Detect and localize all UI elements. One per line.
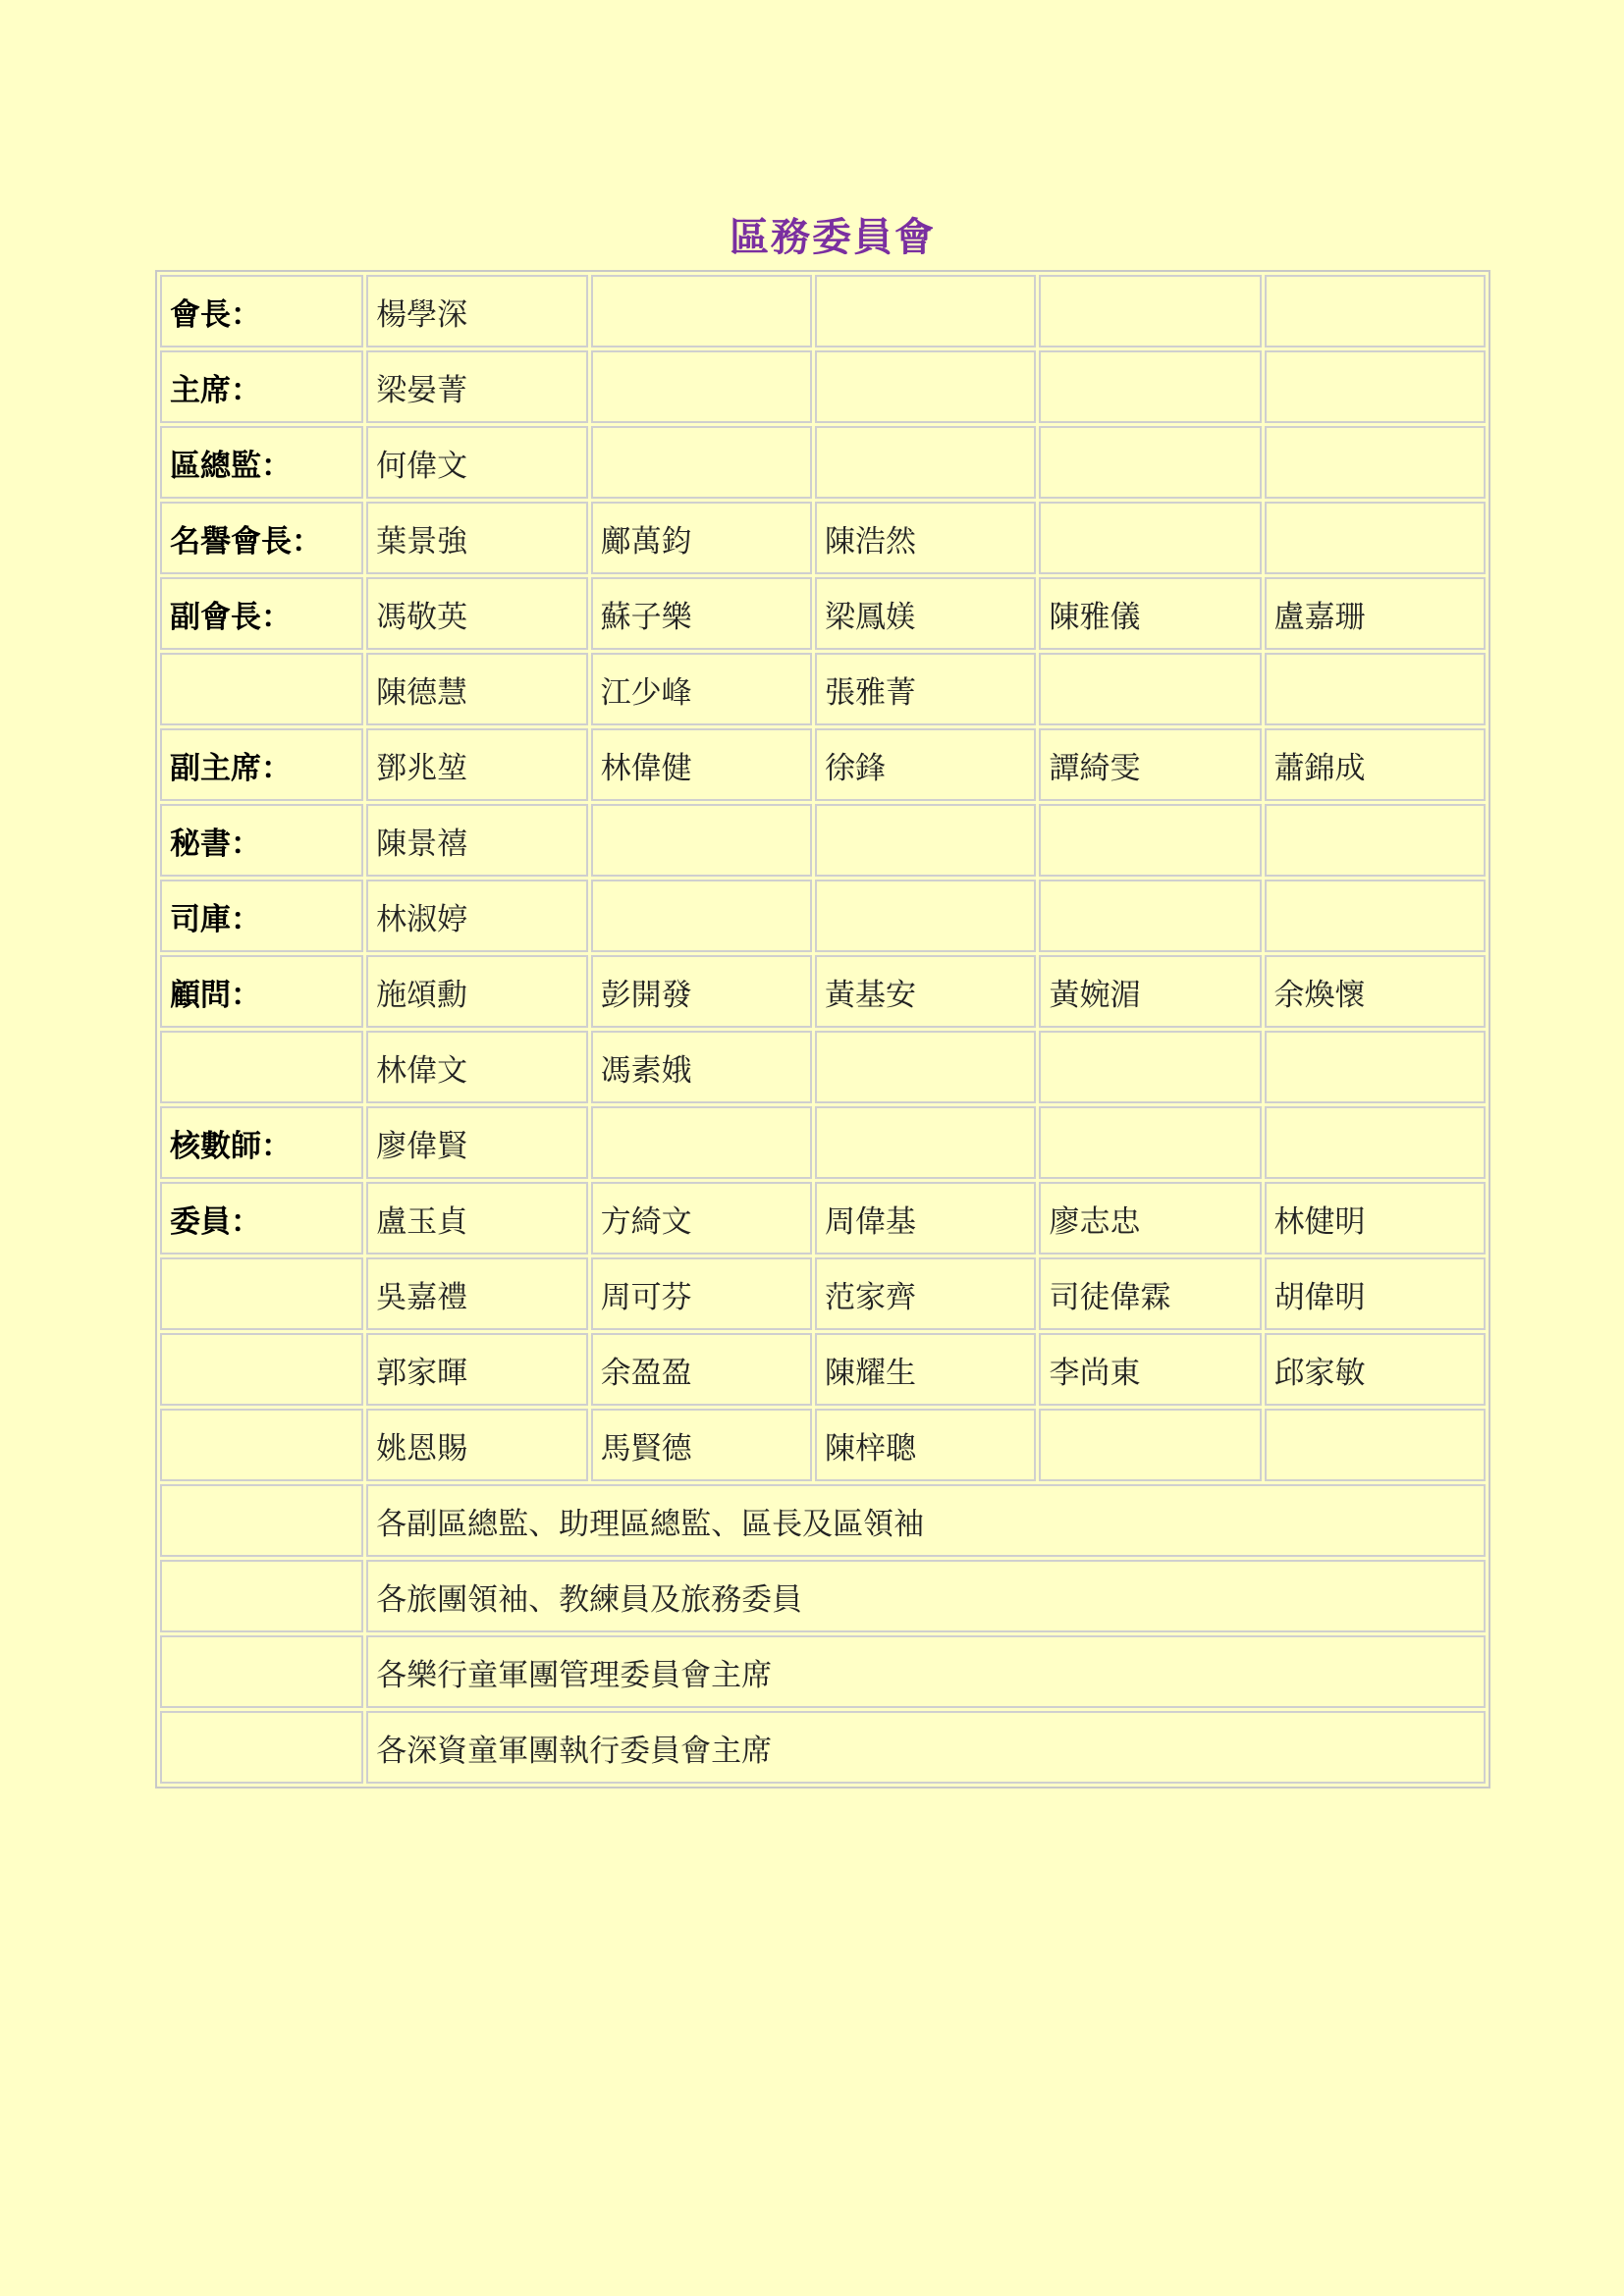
member-name: 葉景強 bbox=[366, 502, 587, 574]
member-name bbox=[815, 275, 1036, 347]
member-name bbox=[1265, 275, 1486, 347]
role-label: 區總監： bbox=[160, 426, 363, 499]
member-name: 何偉文 bbox=[366, 426, 587, 499]
member-name bbox=[1265, 1409, 1486, 1481]
member-name: 蕭錦成 bbox=[1265, 728, 1486, 801]
committee-row bbox=[160, 1031, 1486, 1103]
role-label: 名譽會長： bbox=[160, 502, 363, 574]
role-label: 秘書： bbox=[160, 804, 363, 877]
member-name bbox=[1265, 350, 1486, 423]
member-name: 施頌勳 bbox=[366, 955, 587, 1028]
member-name: 胡偉明 bbox=[1265, 1257, 1486, 1330]
committee-row bbox=[160, 350, 1486, 423]
role-label: 主席： bbox=[160, 350, 363, 423]
note-role-empty bbox=[160, 1560, 363, 1632]
committee-row bbox=[160, 577, 1486, 650]
member-name: 余煥懷 bbox=[1265, 955, 1486, 1028]
member-name: 蘇子樂 bbox=[591, 577, 812, 650]
member-name: 黃基安 bbox=[815, 955, 1036, 1028]
member-name: 方綺文 bbox=[591, 1182, 812, 1255]
member-name: 林淑婷 bbox=[366, 880, 587, 952]
member-name: 范家齊 bbox=[815, 1257, 1036, 1330]
member-name: 周偉基 bbox=[815, 1182, 1036, 1255]
member-name: 馮敬英 bbox=[366, 577, 587, 650]
committee-row bbox=[160, 955, 1486, 1028]
member-name bbox=[591, 880, 812, 952]
member-name: 陳景禧 bbox=[366, 804, 587, 877]
member-name: 梁晏菁 bbox=[366, 350, 587, 423]
member-name: 吳嘉禮 bbox=[366, 1257, 587, 1330]
member-name: 陳浩然 bbox=[815, 502, 1036, 574]
member-name bbox=[1265, 1031, 1486, 1103]
member-name bbox=[1039, 350, 1261, 423]
member-name: 余盈盈 bbox=[591, 1333, 812, 1406]
member-name: 林偉文 bbox=[366, 1031, 587, 1103]
member-name bbox=[1039, 804, 1261, 877]
member-name bbox=[1039, 1031, 1261, 1103]
member-name: 徐鋒 bbox=[815, 728, 1036, 801]
committee-row bbox=[160, 1182, 1486, 1255]
committee-row bbox=[160, 275, 1486, 347]
member-name bbox=[1039, 1409, 1261, 1481]
committee-row bbox=[160, 1333, 1486, 1406]
note-row bbox=[160, 1560, 1486, 1632]
member-name bbox=[591, 275, 812, 347]
member-name: 盧玉貞 bbox=[366, 1182, 587, 1255]
member-name bbox=[815, 880, 1036, 952]
member-name: 司徒偉霖 bbox=[1039, 1257, 1261, 1330]
member-name bbox=[591, 804, 812, 877]
note-text: 各旅團領袖、教練員及旅務委員 bbox=[366, 1560, 1486, 1632]
page-title: 區務委員會 bbox=[730, 215, 936, 260]
role-label: 核數師： bbox=[160, 1106, 363, 1179]
note-text: 各副區總監、助理區總監、區長及區領袖 bbox=[366, 1484, 1486, 1557]
member-name: 彭開發 bbox=[591, 955, 812, 1028]
role-label bbox=[160, 1409, 363, 1481]
note-role-empty bbox=[160, 1711, 363, 1784]
member-name bbox=[1039, 1106, 1261, 1179]
member-name: 江少峰 bbox=[591, 653, 812, 725]
role-label: 會長： bbox=[160, 275, 363, 347]
committee-table bbox=[155, 270, 1490, 1789]
role-label: 副會長： bbox=[160, 577, 363, 650]
role-label bbox=[160, 653, 363, 725]
member-name: 郭家暉 bbox=[366, 1333, 587, 1406]
member-name: 盧嘉珊 bbox=[1265, 577, 1486, 650]
committee-row bbox=[160, 653, 1486, 725]
member-name bbox=[1039, 502, 1261, 574]
member-name bbox=[1265, 426, 1486, 499]
member-name bbox=[591, 1106, 812, 1179]
member-name: 林偉健 bbox=[591, 728, 812, 801]
member-name bbox=[815, 804, 1036, 877]
committee-row bbox=[160, 1257, 1486, 1330]
note-text: 各深資童軍團執行委員會主席 bbox=[366, 1711, 1486, 1784]
role-label bbox=[160, 1333, 363, 1406]
member-name: 邱家敏 bbox=[1265, 1333, 1486, 1406]
committee-row bbox=[160, 502, 1486, 574]
member-name: 楊學深 bbox=[366, 275, 587, 347]
member-name bbox=[1265, 502, 1486, 574]
member-name: 林健明 bbox=[1265, 1182, 1486, 1255]
role-label bbox=[160, 1257, 363, 1330]
member-name: 馬賢德 bbox=[591, 1409, 812, 1481]
committee-row bbox=[160, 1409, 1486, 1481]
member-name: 梁鳳媄 bbox=[815, 577, 1036, 650]
role-label: 顧問： bbox=[160, 955, 363, 1028]
role-label: 副主席： bbox=[160, 728, 363, 801]
member-name: 廖志忠 bbox=[1039, 1182, 1261, 1255]
role-label: 司庫： bbox=[160, 880, 363, 952]
member-name bbox=[1265, 880, 1486, 952]
member-name: 黃婉湄 bbox=[1039, 955, 1261, 1028]
member-name: 馮素娥 bbox=[591, 1031, 812, 1103]
member-name bbox=[1265, 1106, 1486, 1179]
member-name bbox=[1039, 653, 1261, 725]
member-name bbox=[815, 1031, 1036, 1103]
note-row bbox=[160, 1635, 1486, 1708]
member-name: 張雅菁 bbox=[815, 653, 1036, 725]
member-name: 陳雅儀 bbox=[1039, 577, 1261, 650]
member-name: 譚綺雯 bbox=[1039, 728, 1261, 801]
committee-row bbox=[160, 728, 1486, 801]
note-text: 各樂行童軍團管理委員會主席 bbox=[366, 1635, 1486, 1708]
committee-row bbox=[160, 804, 1486, 877]
member-name bbox=[1039, 426, 1261, 499]
member-name bbox=[815, 426, 1036, 499]
member-name bbox=[591, 350, 812, 423]
role-label: 委員： bbox=[160, 1182, 363, 1255]
committee-row bbox=[160, 1106, 1486, 1179]
note-row bbox=[160, 1484, 1486, 1557]
member-name: 陳德慧 bbox=[366, 653, 587, 725]
member-name: 鄺萬鈞 bbox=[591, 502, 812, 574]
member-name bbox=[1039, 275, 1261, 347]
member-name bbox=[815, 350, 1036, 423]
committee-row bbox=[160, 880, 1486, 952]
committee-table-body bbox=[160, 275, 1486, 1784]
member-name: 姚恩賜 bbox=[366, 1409, 587, 1481]
role-label bbox=[160, 1031, 363, 1103]
member-name: 周可芬 bbox=[591, 1257, 812, 1330]
note-row bbox=[160, 1711, 1486, 1784]
committee-row bbox=[160, 426, 1486, 499]
member-name: 陳梓聰 bbox=[815, 1409, 1036, 1481]
member-name bbox=[591, 426, 812, 499]
note-role-empty bbox=[160, 1484, 363, 1557]
member-name bbox=[815, 1106, 1036, 1179]
member-name bbox=[1265, 653, 1486, 725]
member-name bbox=[1039, 880, 1261, 952]
member-name: 李尚東 bbox=[1039, 1333, 1261, 1406]
note-role-empty bbox=[160, 1635, 363, 1708]
member-name: 鄧兆堃 bbox=[366, 728, 587, 801]
member-name: 陳耀生 bbox=[815, 1333, 1036, 1406]
member-name: 廖偉賢 bbox=[366, 1106, 587, 1179]
member-name bbox=[1265, 804, 1486, 877]
